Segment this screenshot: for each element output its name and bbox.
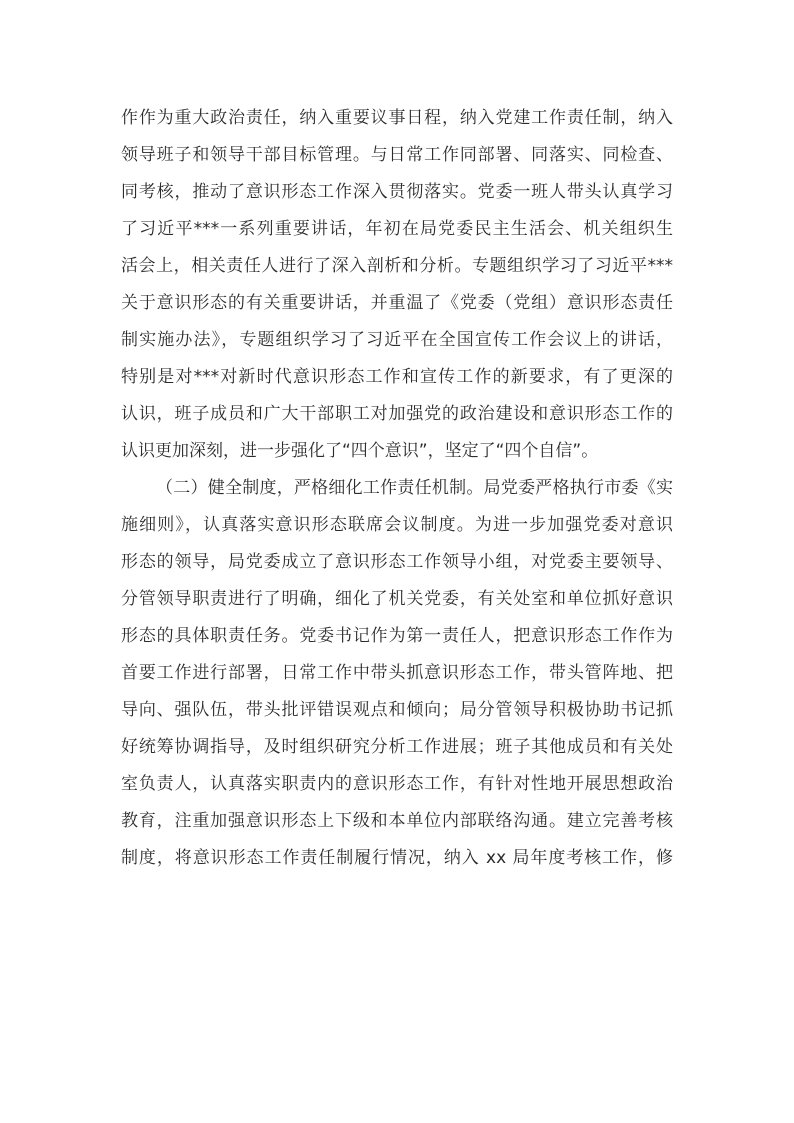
text-line: 领导班子和领导干部目标管理。与日常工作同部署、同落实、同检查、: [121, 145, 673, 165]
text-line: 认识，班子成员和广大干部职工对加强党的政治建设和意识形态工作的: [121, 404, 673, 424]
text-line: 作作为重大政治责任，纳入重要议事日程，纳入党建工作责任制，纳入: [121, 108, 673, 128]
text-line: 导向、强队伍，带头批评错误观点和倾向；局分管领导积极协助书记抓: [121, 700, 673, 720]
text-line: 形态的具体职责任务。党委书记作为第一责任人，把意识形态工作作为: [121, 626, 673, 646]
text-line: 好统筹协调指导，及时组织研究分析工作进展；班子其他成员和有关处: [121, 737, 673, 757]
paragraph-end-line: 认识更加深刻，进一步强化了“四个意识”，坚定了“四个自信”。: [121, 441, 599, 461]
text-line: 分管领导职责进行了明确，细化了机关党委，有关处室和单位抓好意识: [121, 589, 673, 609]
text-line: 教育，注重加强意识形态上下级和本单位内部联络沟通。建立完善考核: [121, 811, 673, 831]
text-line: 特别是对***对新时代意识形态工作和宣传工作的新要求，有了更深的: [121, 367, 673, 387]
text-line: 活会上，相关责任人进行了深入剖析和分析。专题组织学习了习近平***: [121, 256, 673, 276]
body-text: [121, 100, 673, 877]
text-line: 施细则》，认真落实意识形态联席会议制度。为进一步加强党委对意识: [121, 515, 673, 535]
section-heading-line: （二）健全制度，严格细化工作责任机制。局党委严格执行市委《实: [156, 478, 673, 498]
text-line: 室负责人，认真落实职责内的意识形态工作，有针对性地开展思想政治: [121, 774, 673, 794]
text-line: 了习近平***一系列重要讲话，年初在局党委民主生活会、机关组织生: [121, 219, 673, 239]
text-line: 首要工作进行部署，日常工作中带头抓意识形态工作，带头管阵地、把: [121, 663, 673, 683]
text-line: 形态的领导，局党委成立了意识形态工作领导小组，对党委主要领导、: [121, 552, 673, 572]
text-line: 关于意识形态的有关重要讲话，并重温了《党委（党组）意识形态责任: [121, 293, 673, 313]
text-line: 制实施办法》，专题组织学习了习近平在全国宣传工作会议上的讲话，: [121, 330, 673, 350]
text-line: 同考核，推动了意识形态工作深入贯彻落实。党委一班人带头认真学习: [121, 182, 673, 202]
text-line: 制度，将意识形态工作责任制履行情况，纳入 xx 局年度考核工作，修: [121, 848, 673, 868]
